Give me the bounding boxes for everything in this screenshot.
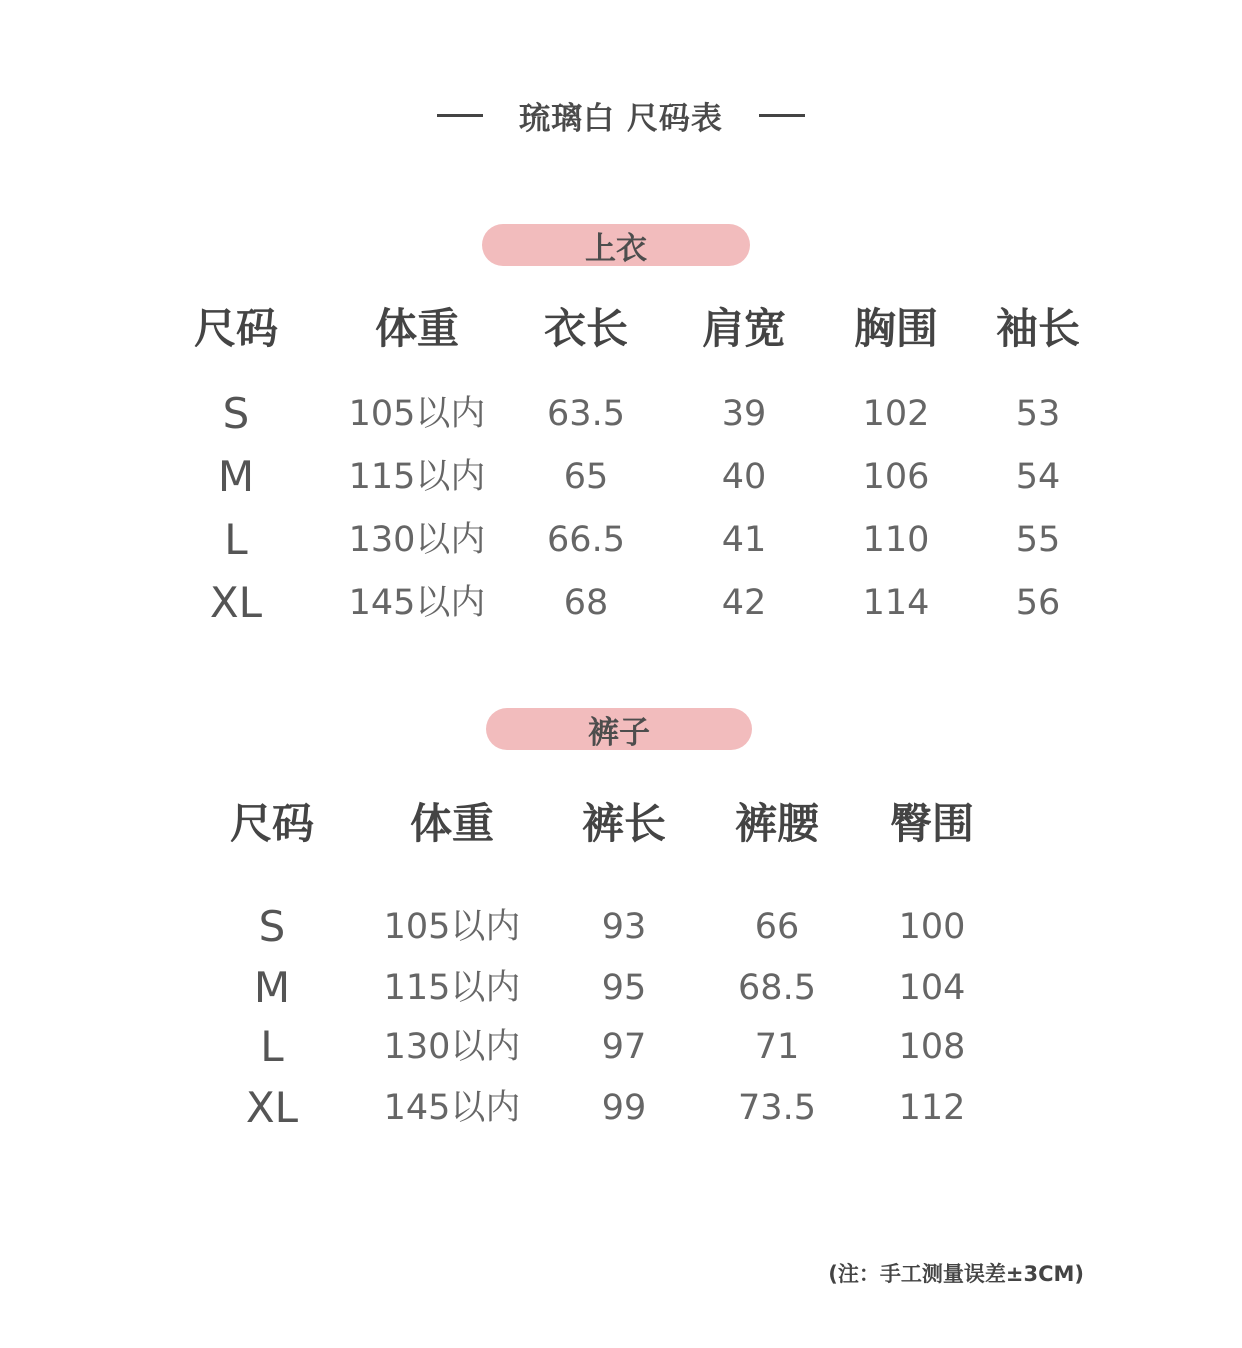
tops-row-2-cell-3: 41	[721, 520, 767, 560]
tops-header-1: 体重	[374, 304, 460, 353]
tops-row-3-cell-5: 56	[1015, 583, 1061, 623]
tops-row-3-cell-3: 42	[721, 583, 767, 623]
pants-row-0-cell-0: S	[258, 902, 286, 951]
tops-row-1-cell-2: 65	[563, 457, 609, 497]
tops-row-0-cell-5: 53	[1015, 394, 1061, 434]
pants-row-3-cell-1: 145以内	[383, 1088, 521, 1128]
tops-row-2-cell-4: 110	[862, 520, 930, 560]
title-right-dash	[759, 114, 805, 117]
page-title: 琉璃白 尺码表	[519, 100, 723, 137]
tops-row-3-cell-0: XL	[209, 578, 263, 627]
pants-header-0: 尺码	[229, 799, 315, 848]
tops-row-1-cell-1: 115以内	[348, 457, 486, 497]
tops-row-3-cell-2: 68	[563, 583, 609, 623]
pants-row-1-cell-3: 68.5	[738, 968, 816, 1008]
tops-header-0: 尺码	[193, 304, 279, 353]
tops-row-1-cell-0: M	[217, 452, 255, 501]
measurement-note: (注：手工测量误差±3CM)	[828, 1262, 1084, 1286]
pants-row-1-cell-4: 104	[898, 968, 966, 1008]
pants-row-2-cell-0: L	[260, 1022, 284, 1071]
pants-header-2: 裤长	[581, 799, 667, 848]
tops-row-0-cell-1: 105以内	[348, 394, 486, 434]
tops-header-4: 胸围	[853, 304, 939, 353]
tops-row-1-cell-5: 54	[1015, 457, 1061, 497]
pants-row-2-cell-3: 71	[754, 1027, 800, 1067]
tops-header-3: 肩宽	[701, 304, 787, 353]
pants-row-2-cell-2: 97	[601, 1027, 647, 1067]
tops-row-1-cell-4: 106	[862, 457, 930, 497]
pants-row-3-cell-0: XL	[245, 1083, 299, 1132]
tops-row-3-cell-4: 114	[862, 583, 930, 623]
tops-row-2-cell-1: 130以内	[348, 520, 486, 560]
tops-row-2-cell-0: L	[224, 515, 248, 564]
title-left-dash	[437, 114, 483, 117]
tops-section-label: 上衣	[482, 224, 750, 266]
pants-row-3-cell-2: 99	[601, 1088, 647, 1128]
tops-row-2-cell-2: 66.5	[547, 520, 625, 560]
pants-row-1-cell-0: M	[253, 963, 291, 1012]
tops-row-1-cell-3: 40	[721, 457, 767, 497]
pants-row-3-cell-3: 73.5	[738, 1088, 816, 1128]
tops-row-2-cell-5: 55	[1015, 520, 1061, 560]
pants-row-2-cell-1: 130以内	[383, 1027, 521, 1067]
pants-header-3: 裤腰	[734, 799, 820, 848]
tops-row-0-cell-2: 63.5	[547, 394, 625, 434]
pants-header-4: 臀围	[889, 799, 975, 848]
pants-row-0-cell-2: 93	[601, 907, 647, 947]
pants-row-0-cell-3: 66	[754, 907, 800, 947]
tops-row-3-cell-1: 145以内	[348, 583, 486, 623]
pants-row-0-cell-4: 100	[898, 907, 966, 947]
pants-header-1: 体重	[409, 799, 495, 848]
tops-header-5: 袖长	[995, 304, 1081, 353]
pants-row-1-cell-1: 115以内	[383, 968, 521, 1008]
pants-row-2-cell-4: 108	[898, 1027, 966, 1067]
page-title-row	[0, 92, 1242, 138]
pants-row-3-cell-4: 112	[898, 1088, 966, 1128]
tops-row-0-cell-4: 102	[862, 394, 930, 434]
tops-header-2: 衣长	[543, 304, 629, 353]
pants-row-0-cell-1: 105以内	[383, 907, 521, 947]
pants-row-1-cell-2: 95	[601, 968, 647, 1008]
tops-row-0-cell-3: 39	[721, 394, 767, 434]
pants-section-label: 裤子	[486, 708, 752, 750]
tops-row-0-cell-0: S	[222, 389, 250, 438]
